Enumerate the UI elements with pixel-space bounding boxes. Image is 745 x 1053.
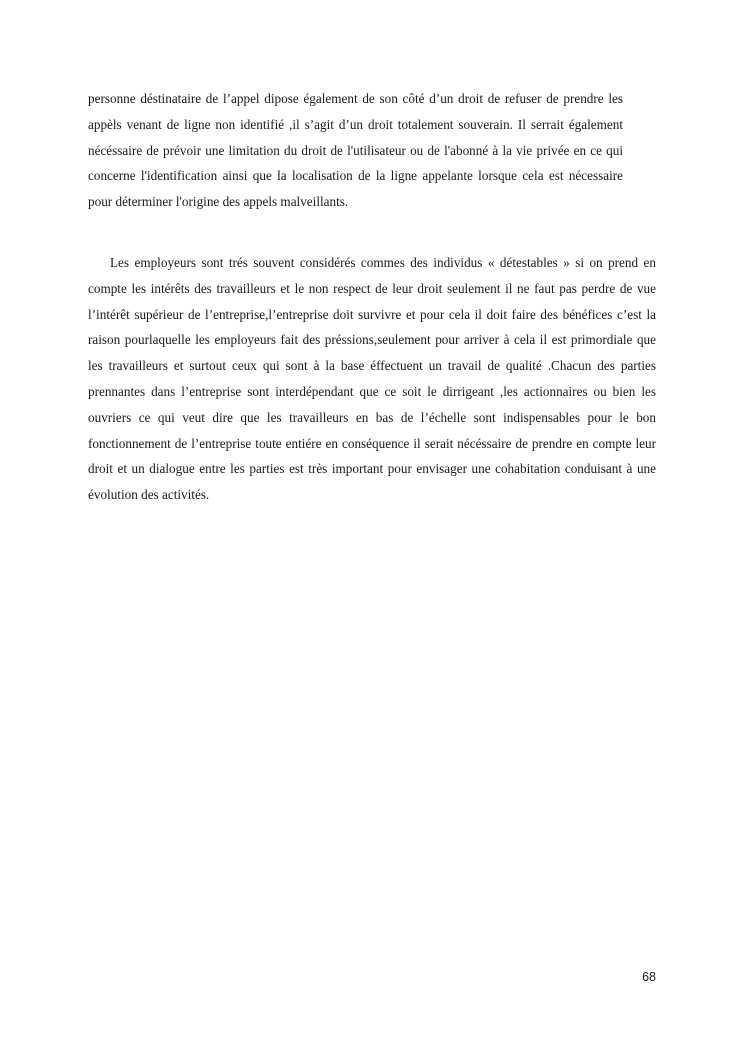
page-number: 68 [642, 970, 656, 984]
paragraph-employers: Les employeurs sont trés souvent considérés commes des individus « détestables » si on prend en compte les intérêts des travailleurs et le non respect de leur droit seulement il ne faut pas perdre de vue l’intérêt supérieur de l’entreprise,l’entreprise doit survivre et pour cela il doit faire des bénéfices c’est la raison pourlaquelle les employeurs fait des préssions,seulement pour arriver à cela il est primordiale que les travailleurs et surtout ceux qui sont à la base éffectuent un travail de qualité .Chacun des parties prennantes dans l’entreprise sont interdépendant que ce soit le dirrigeant ,les actionnaires ou bien les ouvriers ce qui veut dire que les travailleurs en bas de l’échelle sont indispensables pour le bon fonctionnement de l’entreprise toute entiére en conséquence il serait nécéssaire de prendre en compte leur droit et un dialogue entre les parties est très important pour envisager une cohabitation conduisant à une évolution des activités. [88, 255, 656, 503]
paragraph-caller-identification: personne déstinataire de l’appel dipose également de son côté d’un droit de refuser de prendre les appèls venant de ligne non identifié ,il s’agit d’un droit totalement souverain. Il serrait également nécéssaire de prévoir une limitation du droit de l'utilisateur ou de l'abonné à la vie privée en ce qui concerne l'identification ainsi que la localisation de la ligne appelante lorsque cela est nécessaire pour déterminer l'origine des appels malveillants. [88, 91, 623, 210]
